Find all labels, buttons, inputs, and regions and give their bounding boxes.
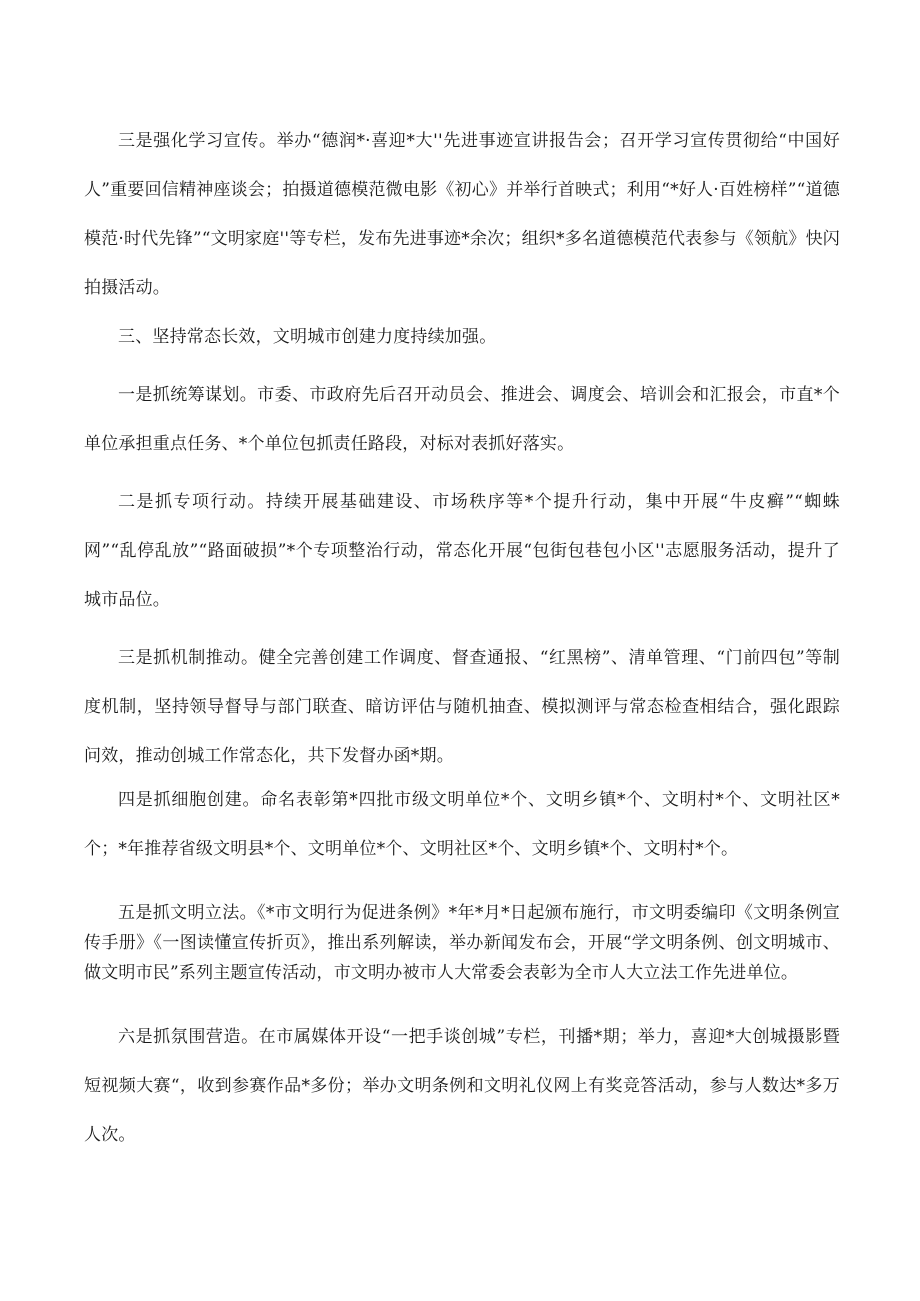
paragraph-overall-planning: 一是抓统筹谋划。市委、市政府先后召开动员会、推进会、调度会、培训会和汇报会，市直*个单位承担重点任务、*个单位包抓责任路段，对标对表抓好落实。 (84, 385, 840, 454)
paragraph-study-publicity: 三是强化学习宣传。举办“德润*·喜迎*大''先进事迹宣讲报告会；召开学习宣传贯彻给“中国好人”重要回信精神座谈会；拍摄道德模范微电影《初心》并举行首映式；利用“*好人·百姓榜样”“道德模范·时代先锋”“文明家庭''等专栏，发布先进事迹*余次；组织*多名道德模范代表参与《领航》快闪拍摄活动。 (84, 131, 840, 298)
paragraph-special-actions: 二是抓专项行动。持续开展基础建设、市场秩序等*个提升行动，集中开展“牛皮癣”“蜘蛛网”“乱停乱放”“路面破损”*个专项整治行动，常态化开展“包街包巷包小区''志愿服务活动，提升了城市品位。 (84, 492, 840, 610)
section-heading-three: 三、坚持常态长效，文明城市创建力度持续加强。 (118, 327, 497, 347)
paragraph-civil-legislation: 五是抓文明立法。《*市文明行为促进条例》*年*月*日起颁布施行，市文明委编印《文明条例宣传手册》《一图读懂宣传折页》，推出系列解读，举办新闻发布会，开展“学文明条例、创文明城市、做文明市民”系列主题宣传活动，市文明办被市人大常委会表彰为全市人大立法工作先进单位。 (84, 903, 840, 983)
paragraph-atmosphere: 六是抓氛围营造。在市属媒体开设“一把手谈创城”专栏，刊播*期；举力，喜迎*大创城摄影暨短视频大赛“，收到参赛作品*多份；举办文明条例和文明礼仪网上有奖竞答活动，参与人数达*多万人次。 (84, 1027, 840, 1145)
paragraph-cell-creation: 四是抓细胞创建。命名表彰第*四批市级文明单位*个、文明乡镇*个、文明村*个、文明社区*个；*年推荐省级文明县*个、文明单位*个、文明社区*个、文明乡镇*个、文明村*个。 (84, 790, 840, 859)
paragraph-mechanism: 三是抓机制推动。健全完善创建工作调度、督查通报、“红黑榜”、清单管理、“门前四包”等制度机制，坚持领导督导与部门联查、暗访评估与随机抽查、模拟测评与常态检查相结合，强化跟踪问效，推动创城工作常态化，共下发督办函*期。 (84, 648, 840, 766)
